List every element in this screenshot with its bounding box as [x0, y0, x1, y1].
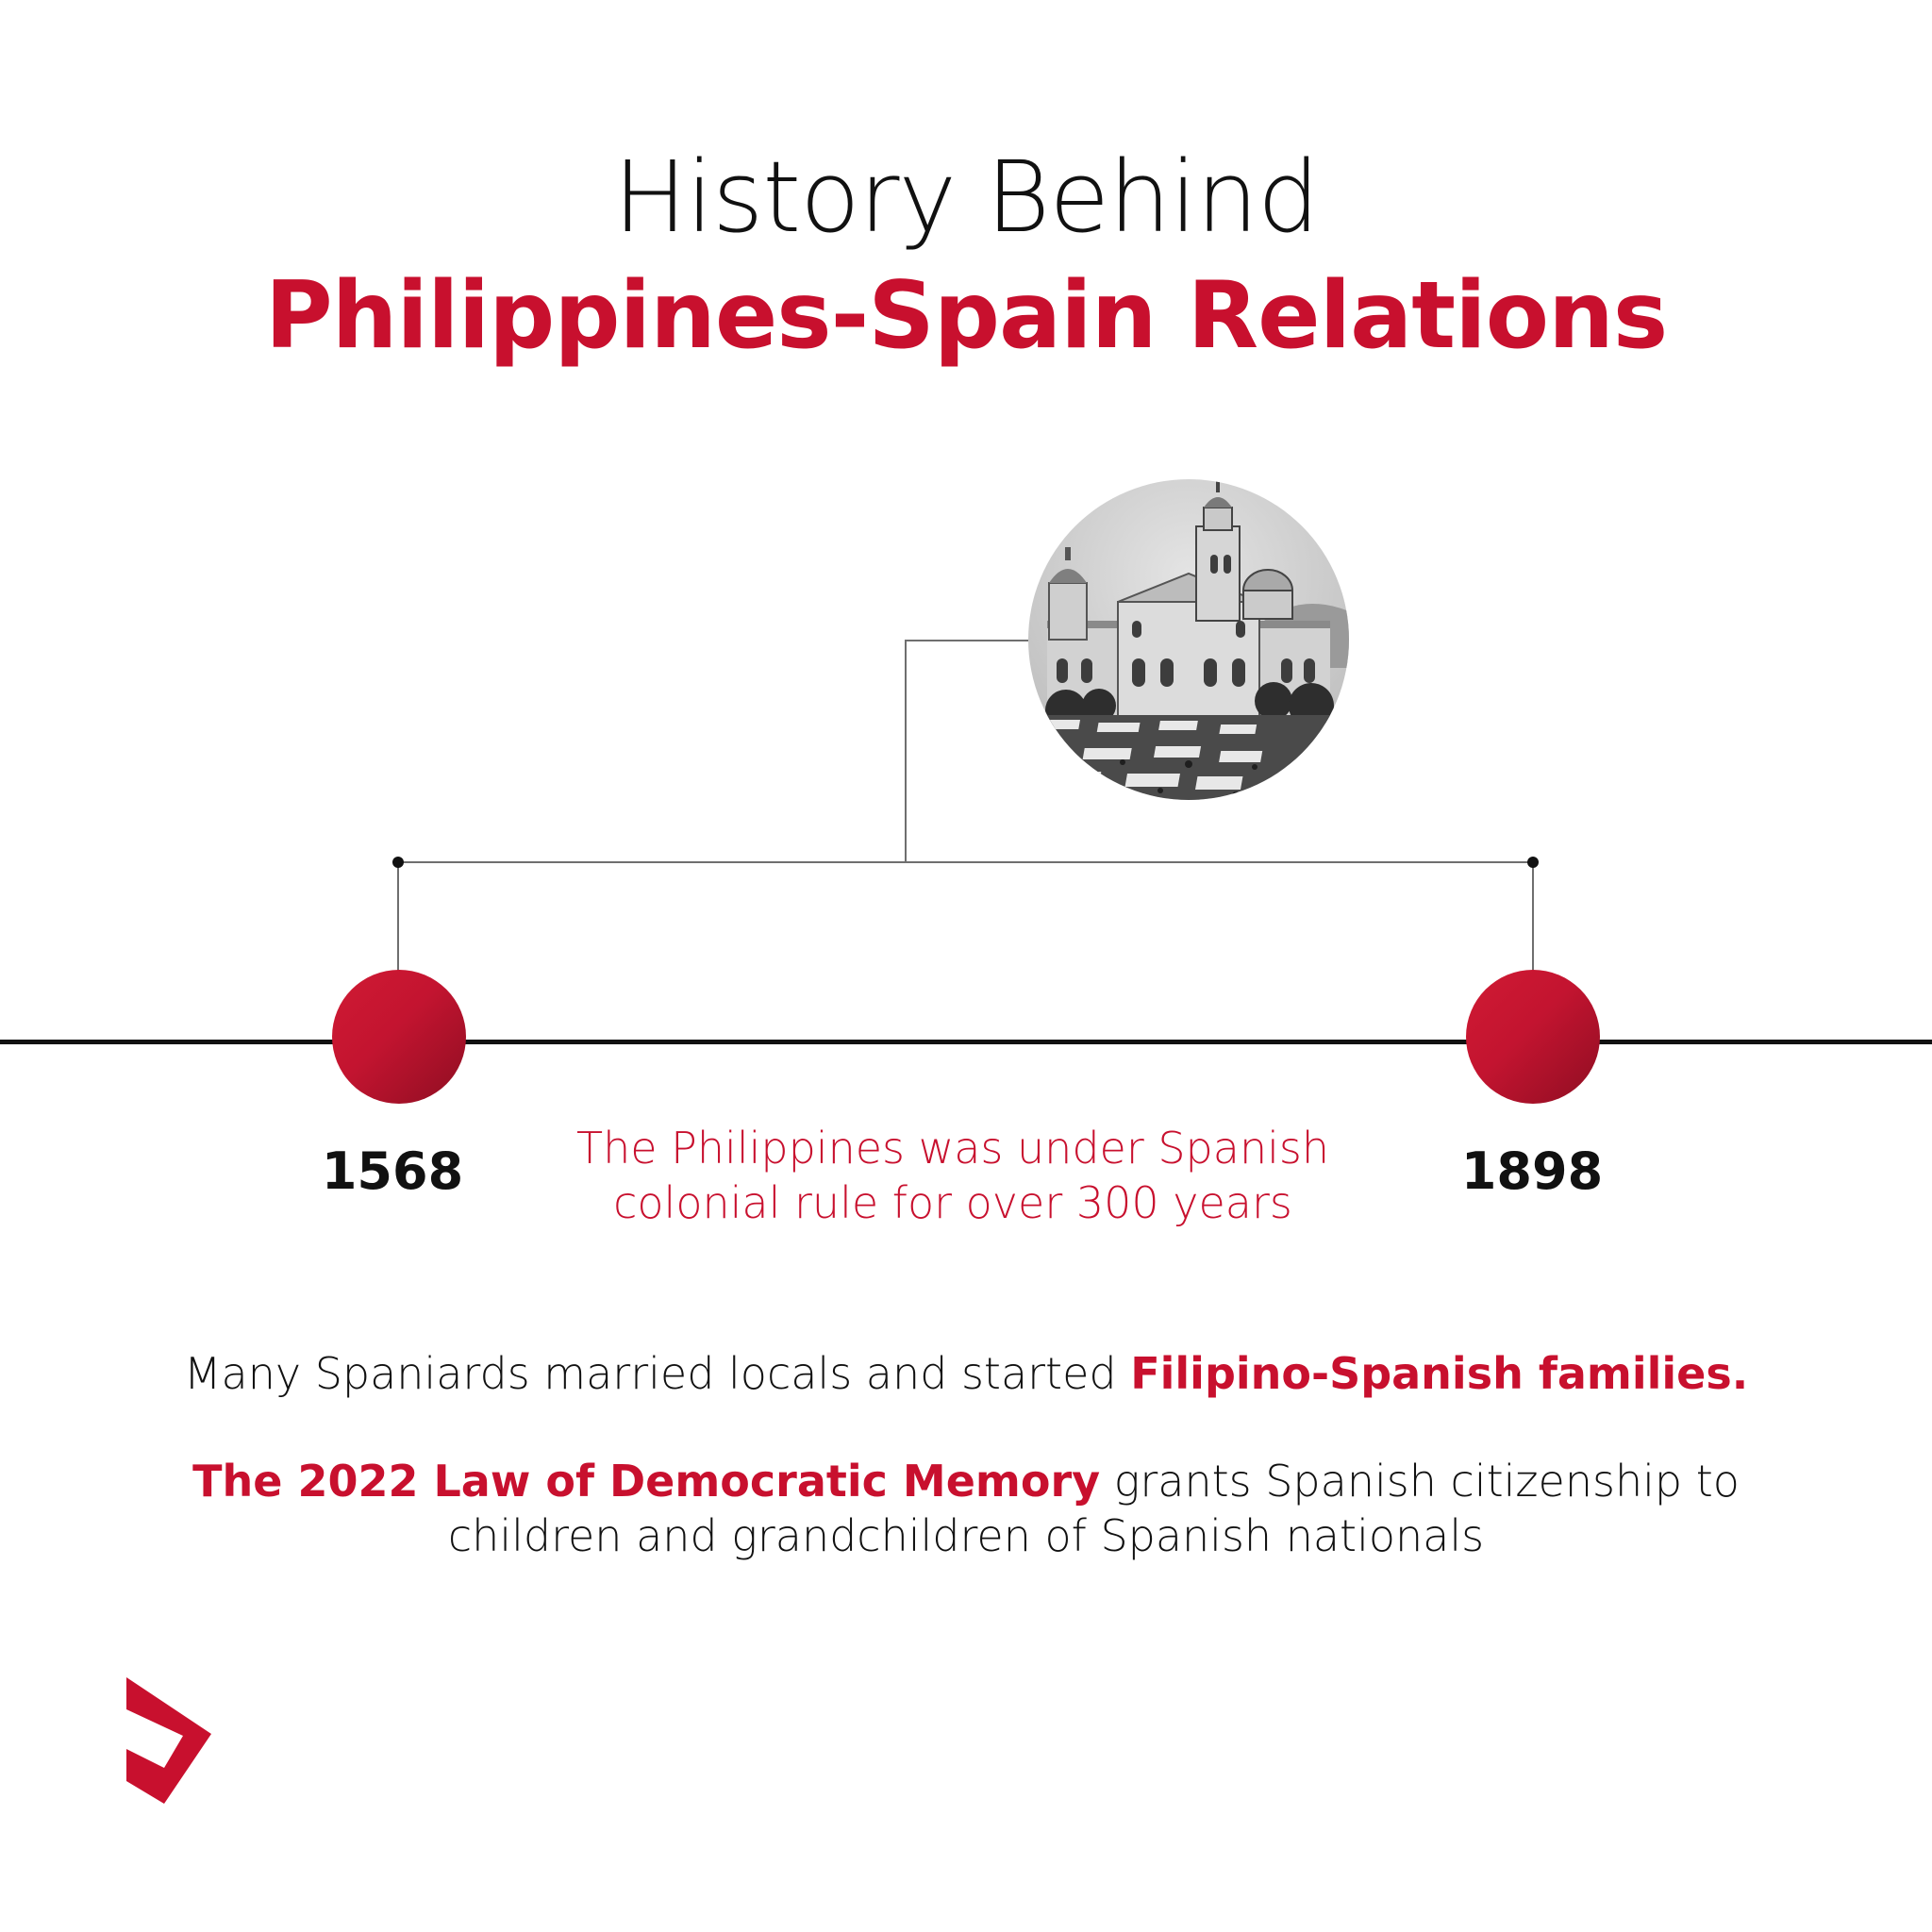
paragraph-families-highlight: Filipino-Spanish families.: [1130, 1348, 1749, 1399]
connector-bracket: [397, 861, 1533, 863]
paragraph-law-text: grants Spanish citizenship to: [1100, 1456, 1740, 1507]
paragraph-law-line2: children and grandchildren of Spanish nationals: [447, 1510, 1485, 1561]
caption-line-1: The Philippines was under Spanish: [575, 1123, 1329, 1174]
connector-photo-vertical: [905, 640, 907, 862]
timeline-line: [0, 1040, 1932, 1044]
timeline-node-end: [1466, 970, 1600, 1104]
year-start: 1568: [321, 1141, 464, 1201]
connector-right-drop: [1532, 861, 1534, 976]
bracket-dot-right: [1527, 857, 1539, 868]
historic-photo: [1028, 479, 1349, 800]
paragraph-law: [75, 1454, 1857, 1563]
paragraph-families: [75, 1346, 1857, 1401]
timeline-caption: [528, 1121, 1377, 1230]
connector-photo-horizontal: [906, 640, 1028, 641]
connector-left-drop: [397, 861, 399, 976]
timeline-node-start: [332, 970, 466, 1104]
brand-logo-icon: [126, 1677, 211, 1804]
paragraph-families-text: Many Spaniards married locals and started: [183, 1348, 1131, 1399]
paragraph-law-highlight: The 2022 Law of Democratic Memory: [192, 1456, 1101, 1507]
year-end: 1898: [1460, 1141, 1604, 1201]
title-line-2: Philippines-Spain Relations: [264, 262, 1668, 370]
caption-line-2: colonial rule for over 300 years: [613, 1177, 1292, 1228]
bracket-dot-left: [392, 857, 404, 868]
title-line-1: History Behind: [613, 140, 1319, 255]
